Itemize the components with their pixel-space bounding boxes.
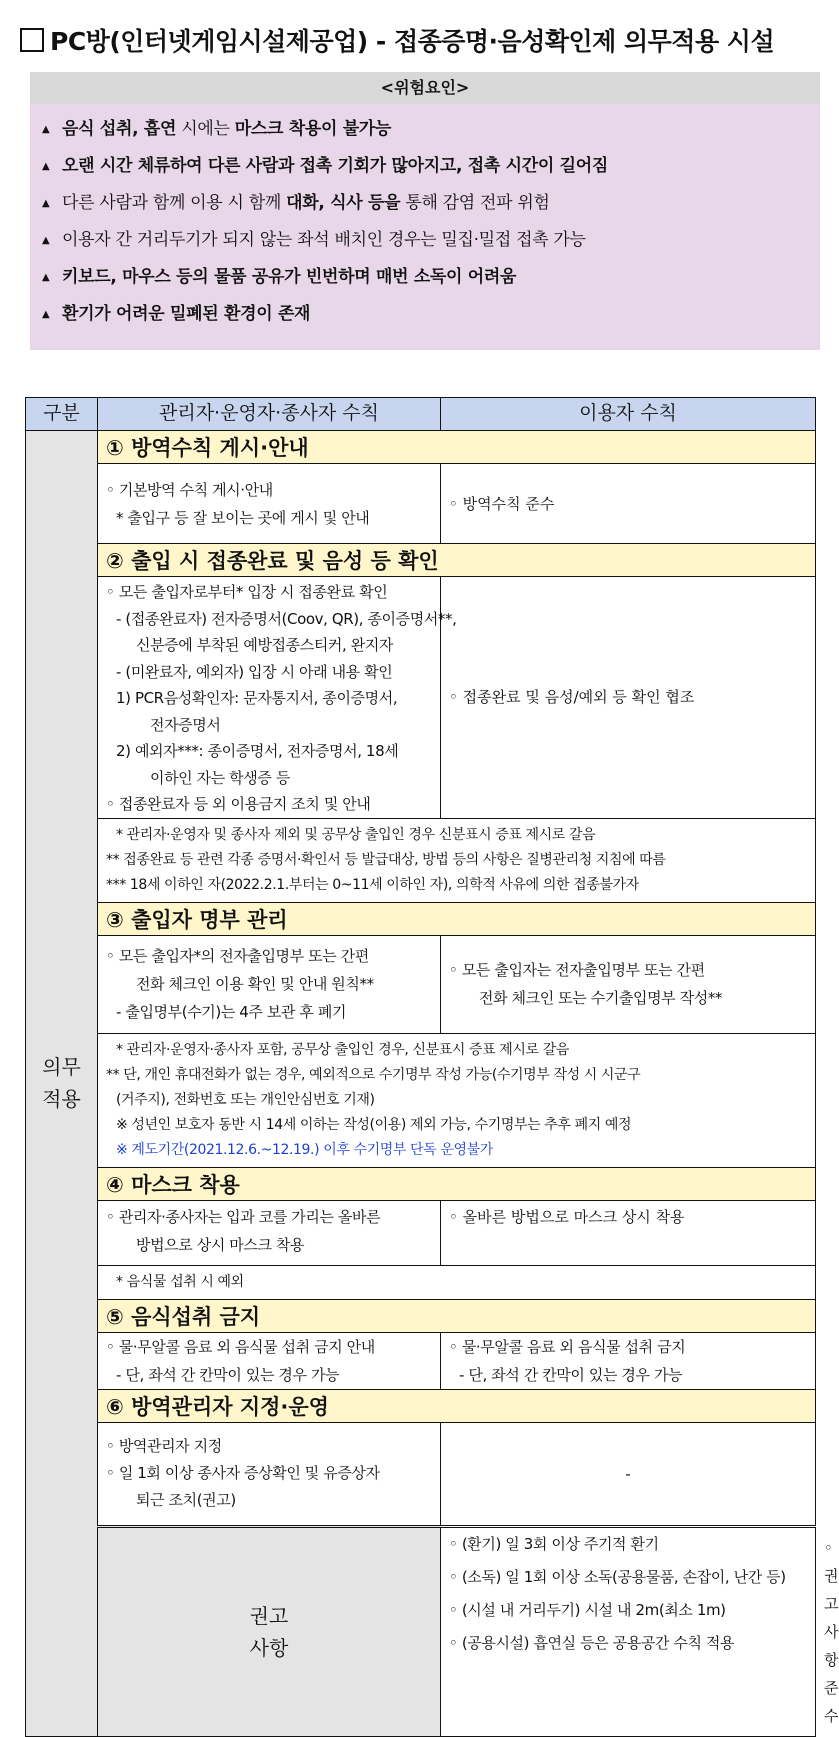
risk-item-text: 다른 사람과 함께 이용 시 함께 bbox=[62, 193, 287, 213]
rule-line: 이하인 자는 학생증 등 bbox=[150, 768, 290, 787]
rule-line: ◦ (시설 내 거리두기) 시설 내 2m(최소 1m) bbox=[449, 1600, 726, 1619]
rule-line: ◦ (공용시설) 흡연실 등은 공용공간 수칙 적용 bbox=[449, 1633, 735, 1652]
triangle-bullet-icon: ▲ bbox=[42, 161, 50, 172]
risk-item bbox=[42, 262, 516, 287]
footnote-cell bbox=[98, 818, 816, 902]
footnote-cell bbox=[98, 1033, 816, 1167]
category-label: 적용 bbox=[42, 1087, 81, 1112]
rule-line: ◦ (소독) 일 1회 이상 소독(공용물품, 손잡이, 난간 등) bbox=[449, 1567, 786, 1586]
rule-line: ◦ 관리자·종사자는 입과 코를 가리는 올바른 bbox=[106, 1207, 381, 1226]
risk-item-text: 통해 감염 전파 위험 bbox=[400, 193, 550, 213]
header-category: 구분 bbox=[26, 398, 98, 431]
rule-line: - 단, 좌석 간 칸막이 있는 경우 가능 bbox=[459, 1365, 683, 1384]
rule-line: 방법으로 상시 마스크 착용 bbox=[136, 1235, 305, 1254]
header-user: 이용자 수칙 bbox=[441, 398, 816, 431]
rule-line: 전화 체크인 또는 수기출입명부 작성** bbox=[479, 989, 723, 1007]
category-mandatory bbox=[26, 431, 98, 1737]
rule-line: 전화 체크인 이용 확인 및 안내 원칙** bbox=[136, 975, 374, 993]
rule-line: ◦ 모든 출입자로부터* 입장 시 접종완료 확인 bbox=[106, 583, 388, 601]
rule-line: ◦ 일 1회 이상 종사자 증상확인 및 유증상자 bbox=[106, 1464, 380, 1482]
user-rule-cell: ◦ 올바른 방법으로 마스크 상시 착용 bbox=[441, 1200, 816, 1265]
rule-line: ◦ 물·무알콜 음료 외 음식물 섭취 금지 bbox=[449, 1337, 686, 1356]
footnote-cell bbox=[98, 1265, 816, 1299]
triangle-bullet-icon: ▲ bbox=[42, 272, 50, 283]
rule-line: ◦ (환기) 일 3회 이상 주기적 환기 bbox=[449, 1534, 659, 1553]
section-title: ③ 출입자 명부 관리 bbox=[98, 902, 816, 935]
rule-line: - 단, 좌석 간 칸막이 있는 경우 가능 bbox=[116, 1365, 340, 1384]
rule-line: ◦ 물·무알콜 음료 외 음식물 섭취 금지 안내 bbox=[106, 1337, 375, 1356]
page-title bbox=[20, 22, 820, 62]
manager-rule-cell bbox=[441, 1526, 816, 1736]
risk-factors-box bbox=[30, 72, 820, 350]
risk-item bbox=[42, 151, 608, 176]
rule-line: ◦ 접종완료자 등 외 이용금지 조치 및 안내 bbox=[106, 795, 371, 813]
triangle-bullet-icon: ▲ bbox=[42, 309, 50, 320]
risk-item bbox=[42, 114, 391, 139]
category-label: 권고 bbox=[249, 1603, 289, 1628]
rule-line: ◦ 방역관리자 지정 bbox=[106, 1437, 222, 1455]
risk-item-text: 시에는 bbox=[176, 119, 235, 139]
header-manager: 관리자·운영자·종사자 수칙 bbox=[98, 398, 441, 431]
risk-item bbox=[42, 188, 550, 213]
footnote-line: *** 18세 이하인 자(2022.2.1.부터는 0~11세 이하인 자), 의학적 사유에 의한 접종불가자 bbox=[106, 876, 639, 893]
footnote-line: ※ 성년인 보호자 동반 시 14세 이하는 작성(이용) 제외 가능, 수기명부는 추후 폐지 예정 bbox=[116, 1116, 632, 1133]
rules-table: 구분 관리자·운영자·종사자 수칙 이용자 수칙 의무 적용 ① 방역수칙 게시·안내 ◦ 기본방역 수칙 게시·안내 * 출입구 등 잘 보이는 곳에 게시 및 안내 ◦ 방역수칙 준수 ② 출입 시 접종완료 및 음성 등 확인 ◦ 모든 출입자로부터* 입장 시 접종완료 확인 - (접종완료자) 전자증명서(Coov, QR), 종이증명서**, 신분증에 부착된 예방접종스티커, 완지자 - (미완료자, 예외자) 입장 시 아래 내용 확인 1) PCR음성확인자: 문자통지서, 종이증명서, 전자증명서 2) 예외자***: 종이증명서, 전자증명서, 18세 이하인 자는 학생증 등 ◦ 접종완료자 등 외 이용금지 조치 및 안내 ◦ 접종완료 및 음성/예외 등 확인 협조 * 관리자·운영자 및 종사자 제외 및 공무상 출입인 경우 신분표시 증표 제시로 갈음 ** 접종완료 등 관련 각종 증명서·확인서 등 발급대상, 방법 등의 사항은 질병관리청 지침에 따름 *** 18세 이하인 자(2022.2.1.부터는 0~11세 이하인 자), 의학적 사유에 의한 접종불가자 ③ 출입자 명부 관리 ◦ 모든 출입자*의 전자출입명부 또는 간편 전화 체크인 이용 확인 및 안내 원칙** - 출입명부(수기)는 4주 보관 후 폐기 ◦ 모든 출입자는 전자출입명부 또는 간편 전화 체크인 또는 수기출입명부 작성** * 관리자·운영자·종사자 포함, 공무상 출입인 경우, 신분표시 증표 제시로 갈음 ** 단, 개인 휴대전화가 없는 경우, 예외적으로 수기명부 작성 가능(수기명부 작성 시 시군구 (거주지), 전화번호 또는 개인안심번호 기재) ※ 성년인 보호자 동반 시 14세 이하는 작성(이용) 제외 가능, 수기명부는 추후 폐지 예정 ※ 계도기간(2021.12.6.~12.19.) 이후 수기명부 단독 운영불가 ④ 마스크 착용 ◦ 관리자·종사자는 입과 코를 가리는 올바른 방법으로 상시 마스크 착용 ◦ 올바른 방법으로 마스크 상시 착용 * 음식물 섭취 시 예외 ⑤ 음식섭취 금지 ◦ 물·무알콜 음료 외 음식물 섭취 금지 안내 - 단, 좌석 간 칸막이 있는 경우 가능 ◦ 물·무알콜 음료 외 음식물 섭취 금지 - 단, 좌석 간 칸막이 있는 경우 가능 ⑥ 방역관리자 지정·운영 ◦ 방역관리자 지정 ◦ 일 1회 이상 종사자 증상확인 및 유증상자 퇴근 조치(권고) - 권고 사항 ◦ (환기) 일 3회 이상 주기적 환기 ◦ (소독) 일 1회 이상 소독(공용물품, 손잡이, 난간 등) ◦ (시설 내 거리두기) 시설 내 2m(최소 1m) ◦ (공용시설) 흡연실 등은 공용공간 수칙 적용 ◦ 권고사항 준수 bbox=[25, 397, 816, 1737]
risk-item-text: 키보드, 마우스 등의 물품 공유가 빈번하며 매번 소독이 어려움 bbox=[62, 267, 517, 287]
section-title: ② 출입 시 접종완료 및 음성 등 확인 bbox=[98, 544, 816, 577]
risk-item-text: 마스크 착용이 불가능 bbox=[234, 119, 392, 139]
rule-line: 1) PCR음성확인자: 문자통지서, 종이증명서, bbox=[116, 689, 398, 707]
rule-line: - (미완료자, 예외자) 입장 시 아래 내용 확인 bbox=[116, 662, 393, 681]
rule-line: ◦ 기본방역 수칙 게시·안내 bbox=[106, 480, 273, 499]
risk-item bbox=[42, 225, 586, 250]
footnote-line: (거주지), 전화번호 또는 개인안심번호 기재) bbox=[116, 1091, 375, 1108]
manager-rule-cell bbox=[98, 577, 457, 819]
manager-rule-cell bbox=[98, 464, 441, 544]
section-title: ④ 마스크 착용 bbox=[98, 1167, 816, 1200]
section-title: ⑥ 방역관리자 지정·운영 bbox=[98, 1389, 816, 1422]
checkbox-square-icon bbox=[20, 28, 44, 52]
rule-line: - (접종완료자) 전자증명서(Coov, QR), 종이증명서**, bbox=[116, 609, 457, 628]
rule-line: ◦ 모든 출입자는 전자출입명부 또는 간편 bbox=[449, 961, 705, 979]
rule-line: 전자증명서 bbox=[150, 715, 221, 734]
user-rule-cell bbox=[441, 935, 816, 1033]
page-title-text: PC방(인터넷게임시설제공업) - 접종증명·음성확인제 의무적용 시설 bbox=[50, 27, 775, 56]
manager-rule-cell bbox=[98, 1422, 441, 1526]
section-title: ⑤ 음식섭취 금지 bbox=[98, 1299, 816, 1332]
rule-line: - 출입명부(수기)는 4주 보관 후 폐기 bbox=[116, 1003, 347, 1021]
risk-item-text: 이용자 간 거리두기가 되지 않는 좌석 배치인 경우는 밀집·밀접 접촉 가능 bbox=[62, 230, 586, 250]
triangle-bullet-icon: ▲ bbox=[42, 124, 50, 135]
footnote-line: * 음식물 섭취 시 예외 bbox=[116, 1273, 244, 1290]
manager-rule-cell bbox=[98, 1200, 441, 1265]
risk-item bbox=[42, 299, 310, 324]
rule-line: 퇴근 조치(권고) bbox=[136, 1491, 236, 1509]
footnote-line: ** 접종완료 등 관련 각종 증명서·확인서 등 발급대상, 방법 등의 사항은 질병관리청 지침에 따름 bbox=[106, 851, 666, 868]
rule-line: 2) 예외자***: 종이증명서, 전자증명서, 18세 bbox=[116, 742, 399, 760]
risk-item-text: 환기가 어려운 밀폐된 환경이 존재 bbox=[62, 304, 311, 324]
triangle-bullet-icon: ▲ bbox=[42, 198, 50, 209]
manager-rule-cell bbox=[98, 935, 441, 1033]
category-label: 사항 bbox=[249, 1635, 289, 1660]
triangle-bullet-icon: ▲ bbox=[42, 235, 50, 246]
footnote-line-highlight: ※ 계도기간(2021.12.6.~12.19.) 이후 수기명부 단독 운영불가 bbox=[116, 1141, 493, 1158]
user-rule-cell: - bbox=[441, 1422, 816, 1526]
manager-rule-cell bbox=[98, 1332, 441, 1389]
risk-item-text: 음식 섭취, 흡연 bbox=[62, 119, 177, 139]
category-recommend bbox=[98, 1526, 441, 1736]
footnote-line: ** 단, 개인 휴대전화가 없는 경우, 예외적으로 수기명부 작성 가능(수기명부 작성 시 시군구 bbox=[106, 1066, 641, 1083]
risk-item-text: 대화, 식사 등을 bbox=[286, 193, 401, 213]
risk-item-text: 오랜 시간 체류하여 다른 사람과 접촉 기회가 많아지고, 접촉 시간이 길어짐 bbox=[62, 156, 609, 176]
user-rule-cell: ◦ 방역수칙 준수 bbox=[441, 464, 816, 544]
footnote-line: * 관리자·운영자 및 종사자 제외 및 공무상 출입인 경우 신분표시 증표 제시로 갈음 bbox=[116, 826, 596, 843]
user-rule-cell bbox=[441, 1332, 816, 1389]
rule-line: * 출입구 등 잘 보이는 곳에 게시 및 안내 bbox=[116, 508, 370, 527]
risk-heading: <위험요인> bbox=[30, 72, 820, 104]
rule-line: ◦ 모든 출입자*의 전자출입명부 또는 간편 bbox=[106, 947, 369, 965]
user-rule-cell: ◦ 접종완료 및 음성/예외 등 확인 협조 bbox=[441, 577, 816, 819]
rule-line: 신분증에 부착된 예방접종스티커, 완지자 bbox=[136, 636, 394, 654]
section-title: ① 방역수칙 게시·안내 bbox=[98, 431, 816, 464]
category-label: 의무 bbox=[42, 1055, 81, 1080]
footnote-line: * 관리자·운영자·종사자 포함, 공무상 출입인 경우, 신분표시 증표 제시로 갈음 bbox=[116, 1041, 569, 1058]
table-header-row bbox=[26, 398, 816, 431]
